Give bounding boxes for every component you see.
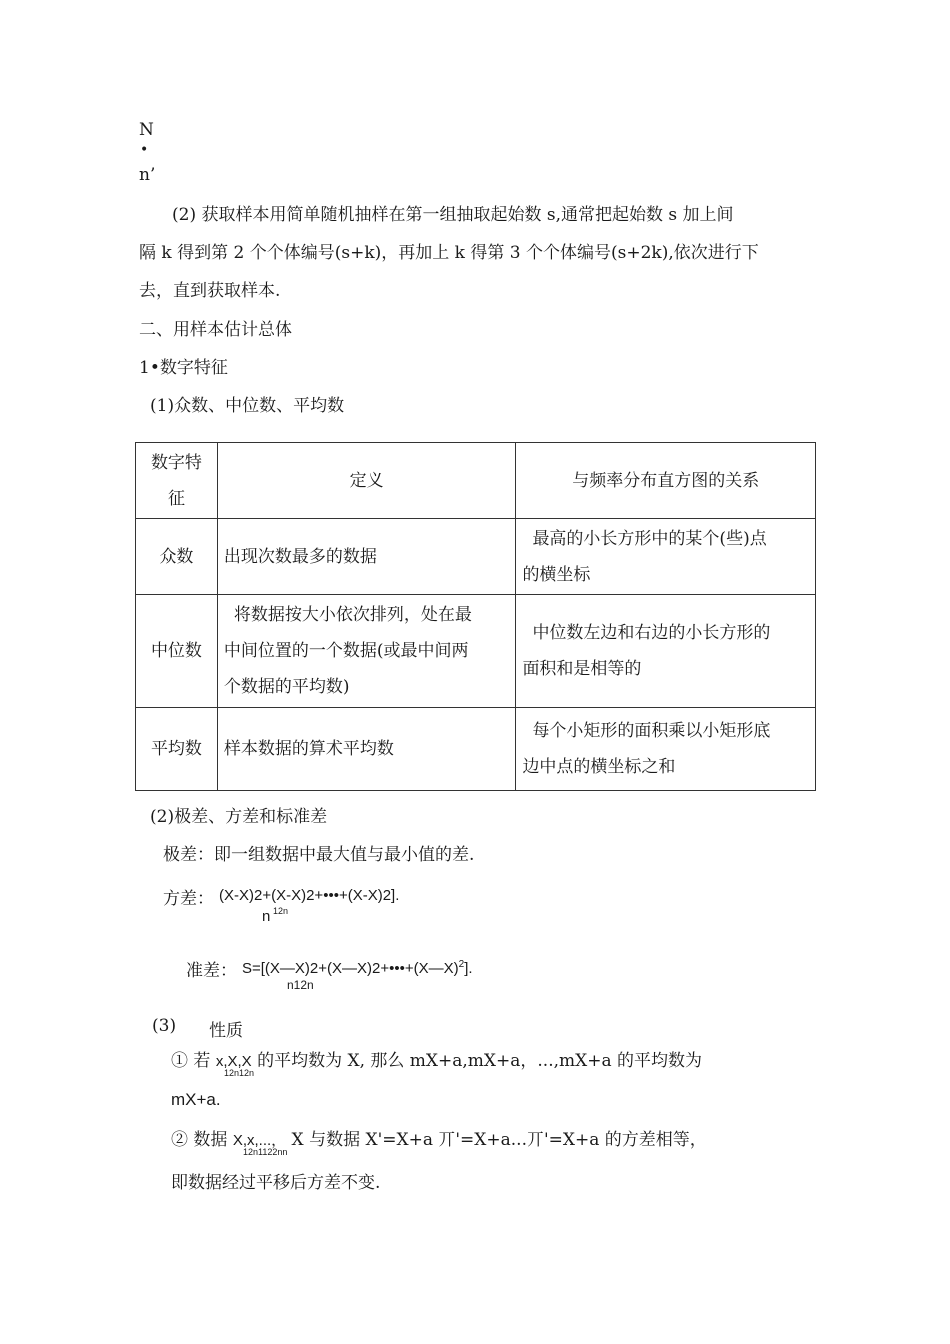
property-1-indices: 12n12n bbox=[224, 1068, 255, 1078]
sub3-title: 性质 bbox=[209, 1021, 243, 1041]
stats-table bbox=[135, 442, 816, 791]
header-definition: 定义 bbox=[217, 443, 516, 519]
fragment-n-upper: N bbox=[139, 120, 154, 140]
variance-label: 方差： bbox=[163, 889, 214, 909]
std-indices: n12n bbox=[287, 978, 314, 992]
table-row bbox=[136, 708, 816, 791]
sub1-title: 1•数字特征 bbox=[139, 358, 228, 378]
property-2: ② 数据 X,x,...， X 与数据 X'=X+a 丌'=X+a...丌'=X+a 的方差相等， bbox=[171, 1130, 707, 1150]
property-1-cont: mX+a. bbox=[171, 1090, 221, 1109]
para2-line1: (2) 获取样本用简单随机抽样在第一组抽取起始数 s,通常把起始数 s 加上间 bbox=[172, 205, 734, 225]
table-row bbox=[136, 519, 816, 595]
header-relation: 与频率分布直方图的关系 bbox=[516, 443, 816, 519]
row-name: 众数 bbox=[136, 519, 218, 595]
variance-formula: (X-X)2+(X-X)2+•••+(X-X)2]. bbox=[219, 887, 400, 904]
std-formula: S=[(X—X)2+(X—X)2+•••+(X—X)$^2$]. bbox=[242, 959, 473, 977]
row-relation: 最高的小长方形中的某个(些)点 的横坐标 bbox=[516, 519, 816, 595]
variance-indices: 12n bbox=[273, 906, 289, 916]
variance-n: n bbox=[262, 908, 271, 925]
property-2-indices: 12n1122nn bbox=[243, 1147, 288, 1157]
sub1a-title: (1)众数、中位数、平均数 bbox=[150, 396, 345, 416]
sub3-num: (3) bbox=[152, 1016, 177, 1036]
table-header-row bbox=[136, 443, 816, 519]
fragment-n-prime: n’ bbox=[139, 165, 156, 185]
fragment-bullet: • bbox=[140, 142, 149, 158]
row-definition: 将数据按大小依次排列，处在最 中间位置的一个数据(或最中间两 个数据的平均数) bbox=[217, 595, 516, 708]
row-relation: 中位数左边和右边的小长方形的 面积和是相等的 bbox=[516, 595, 816, 708]
section2-title: 二、用样本估计总体 bbox=[139, 320, 292, 340]
property-1: ① 若 x,X,X 的平均数为 X, 那么 mX+a,mX+a，...,mX+a 的平均数为 bbox=[171, 1051, 703, 1071]
row-definition: 样本数据的算术平均数 bbox=[217, 708, 516, 791]
std-label: 准差： bbox=[186, 961, 237, 981]
range-text: 极差：即一组数据中最大值与最小值的差. bbox=[163, 845, 475, 865]
para2-line3: 去，直到获取样本. bbox=[139, 281, 281, 301]
sub2-title: (2)极差、方差和标准差 bbox=[150, 807, 328, 827]
header-feature: 数字特 征 bbox=[136, 443, 218, 519]
row-name: 平均数 bbox=[136, 708, 218, 791]
row-definition: 出现次数最多的数据 bbox=[217, 519, 516, 595]
row-relation: 每个小矩形的面积乘以小矩形底 边中点的横坐标之和 bbox=[516, 708, 816, 791]
row-name: 中位数 bbox=[136, 595, 218, 708]
para2-line2: 隔 k 得到第 2 个个体编号(s+k)，再加上 k 得第 3 个个体编号(s+2k),依次进行下 bbox=[139, 243, 759, 263]
property-2-cont: 即数据经过平移后方差不变. bbox=[171, 1173, 381, 1193]
table-row bbox=[136, 595, 816, 708]
